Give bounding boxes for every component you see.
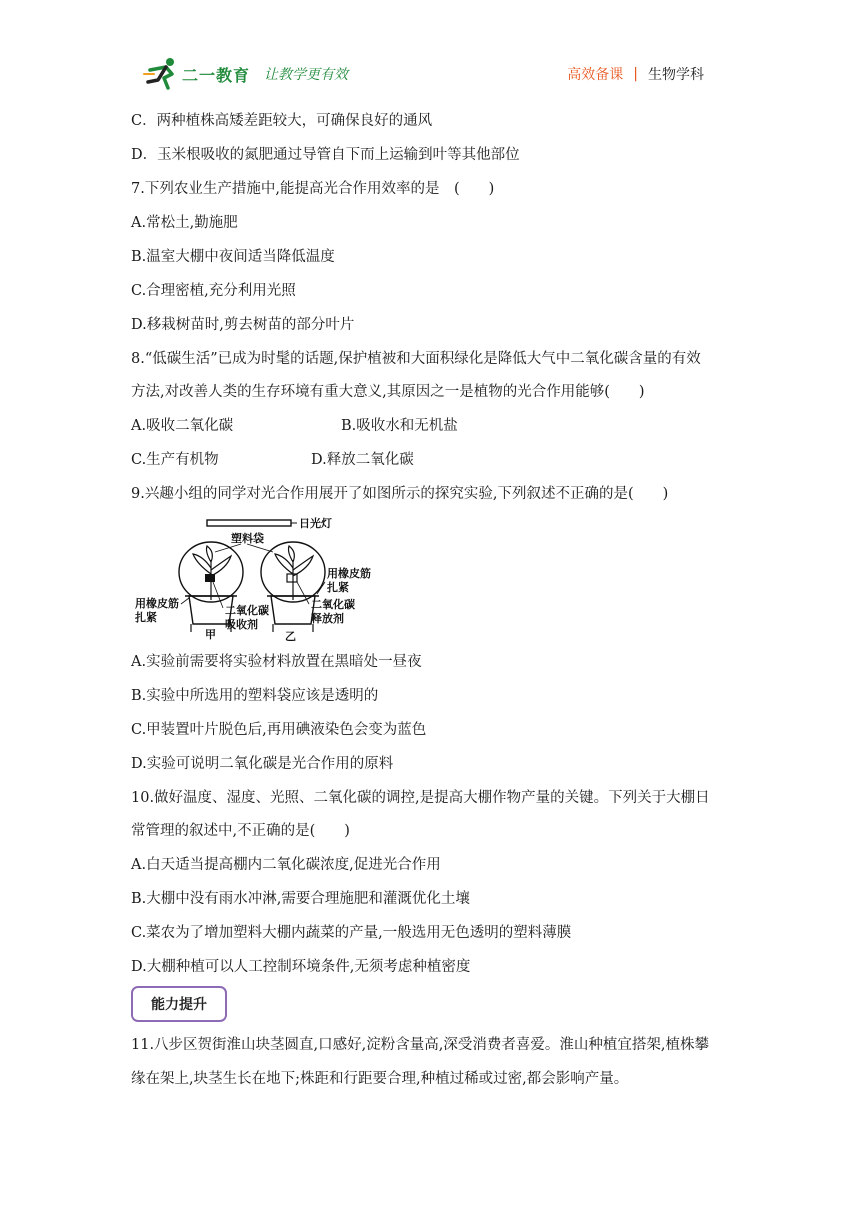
q7-option-c: C.合理密植,充分利用光照 [131, 283, 296, 299]
question-8-line-2: 方法,对改善人类的生存环境有重大意义,其原因之一是植物的光合作用能够( ) [131, 384, 645, 400]
q9-option-a: A.实验前需要将实验材料放置在黑暗处一昼夜 [131, 654, 422, 670]
subject-label: 生物学科 [648, 67, 704, 83]
label-rubber-left-1: 用橡皮筋 [135, 597, 179, 610]
label-absorb-1: 二氧化碳 [225, 604, 269, 617]
label-lamp: 日光灯 [299, 517, 332, 530]
question-11-line-2: 缘在架上,块茎生长在地下;株距和行距要合理,种植过稀或过密,都会影响产量。 [131, 1071, 629, 1087]
q7-option-d: D.移栽树苗时,剪去树苗的部分叶片 [131, 317, 355, 333]
label-release-1: 二氧化碳 [311, 598, 355, 611]
brand-name: 二一教育 [182, 66, 251, 85]
header-subject [567, 64, 704, 84]
q10-option-c: C.菜农为了增加塑料大棚内蔬菜的产量,一般选用无色透明的塑料薄膜 [131, 925, 572, 941]
header-separator: | [633, 66, 638, 82]
label-rubber-right-1: 用橡皮筋 [327, 567, 371, 580]
label-release-2: 释放剂 [311, 612, 344, 625]
label-rubber-left-2: 扎紧 [135, 611, 157, 624]
runner-logo-icon [142, 56, 182, 90]
q8-option-b: B.吸收水和无机盐 [341, 418, 458, 434]
section-heading: 能力提升 [131, 986, 227, 1022]
experiment-figure [133, 512, 373, 642]
q10-option-d: D.大棚种植可以人工控制环境条件,无须考虑种植密度 [131, 959, 471, 975]
q7-option-a: A.常松土,勤施肥 [131, 215, 238, 231]
label-absorb-2: 吸收剂 [225, 618, 258, 631]
page-header [0, 0, 860, 100]
q10-option-a: A.白天适当提高棚内二氧化碳浓度,促进光合作用 [131, 857, 441, 873]
question-7: 7.下列农业生产措施中,能提高光合作用效率的是 ( ) [131, 181, 495, 197]
q8-option-a: A.吸收二氧化碳 [131, 418, 234, 434]
q9-option-b: B.实验中所选用的塑料袋应该是透明的 [131, 688, 379, 704]
logo [142, 56, 402, 90]
question-10-line-2: 常管理的叙述中,不正确的是( ) [131, 823, 350, 839]
label-rubber-right-2: 扎紧 [327, 581, 349, 594]
label-bag: 塑料袋 [231, 532, 264, 545]
q7-option-b: B.温室大棚中夜间适当降低温度 [131, 249, 335, 265]
question-10-line-1: 10.做好温度、湿度、光照、二氧化碳的调控,是提高大棚作物产量的关键。下列关于大棚日 [131, 790, 710, 806]
q10-option-b: B.大棚中没有雨水冲淋,需要合理施肥和灌溉优化土壤 [131, 891, 470, 907]
q8-option-d: D.释放二氧化碳 [311, 452, 414, 468]
brand-slogan: 让教学更有效 [264, 67, 348, 83]
q6-option-d: D．玉米根吸收的氮肥通过导管自下而上运输到叶等其他部位 [131, 147, 520, 163]
question-8-line-1: 8.“低碳生活”已成为时髦的话题,保护植被和大面积绿化是降低大气中二氧化碳含量的有效 [131, 351, 701, 367]
question-11-line-1: 11.八步区贺街淮山块茎圆直,口感好,淀粉含量高,深受消费者喜爱。淮山种植宜搭架,植株攀 [131, 1037, 709, 1053]
label-yi: 乙 [285, 630, 296, 642]
question-9: 9.兴趣小组的同学对光合作用展开了如图所示的探究实验,下列叙述不正确的是( ) [131, 486, 669, 502]
q9-option-c: C.甲装置叶片脱色后,再用碘液染色会变为蓝色 [131, 722, 427, 738]
label-jia: 甲 [205, 628, 216, 641]
q6-option-c: C．两种植株高矮差距较大，可确保良好的通风 [131, 113, 433, 129]
q8-option-c: C.生产有机物 [131, 452, 219, 468]
q9-option-d: D.实验可说明二氧化碳是光合作用的原料 [131, 756, 394, 772]
header-label: 高效备课 [567, 67, 624, 83]
